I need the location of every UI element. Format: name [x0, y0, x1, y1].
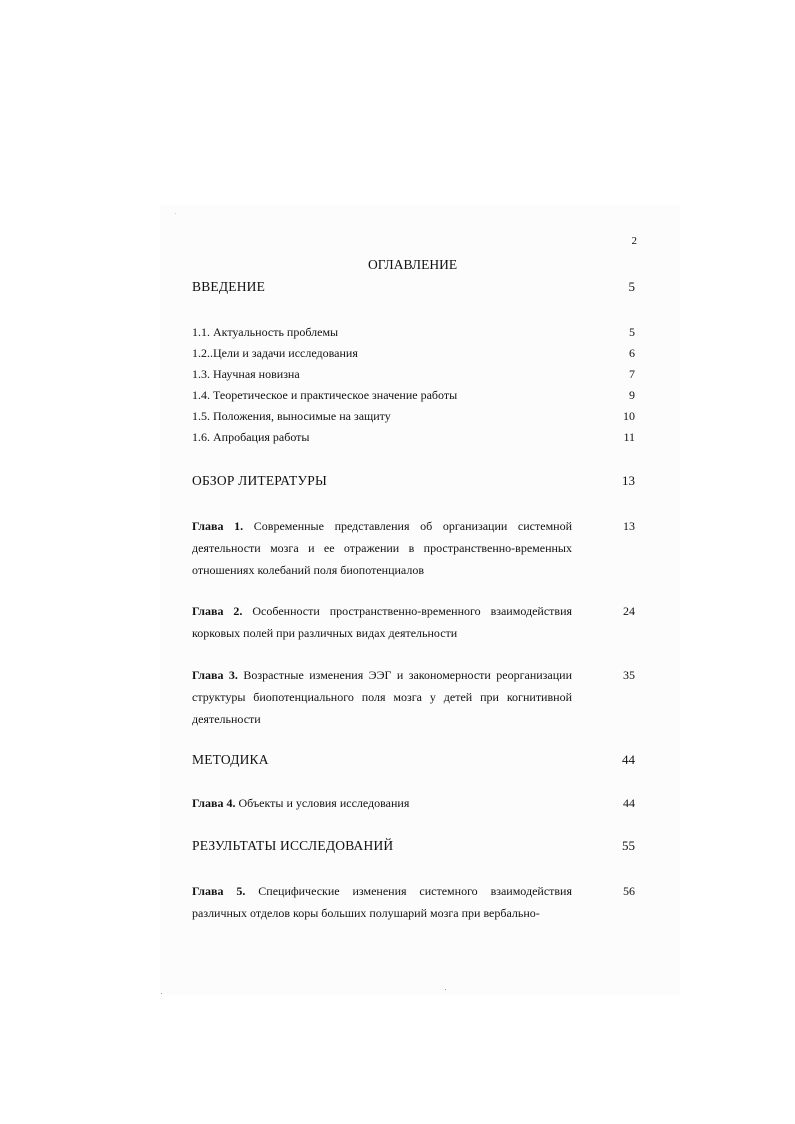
toc-page: 35: [623, 668, 635, 682]
toc-item: 1.4. Теоретическое и практическое значение работы: [192, 388, 458, 402]
toc-page: 56: [623, 884, 635, 898]
toc-item: 1.3. Научная новизна: [192, 367, 300, 381]
toc-chapter: [192, 600, 572, 644]
chapter-title: Объекты и условия исследования: [238, 796, 410, 810]
toc-page: 6: [629, 346, 635, 360]
toc-page: 24: [623, 604, 635, 618]
chapter-label: Глава 4.: [192, 796, 236, 810]
chapter-label: Глава 1.: [192, 519, 244, 533]
toc-page: 11: [623, 430, 635, 444]
toc-chapter: [192, 796, 409, 811]
toc-page: 5: [628, 279, 635, 294]
chapter-title: Возрастные изменения ЭЭГ и закономерности реорганизации структуры биопотенциального поля мозга у детей при когнитивной деятельности: [192, 668, 572, 726]
toc-page: 13: [623, 519, 635, 533]
chapter-title: Специфические изменения системного взаимодействия различных отделов коры больших полушарий мозга при вербально-: [192, 884, 572, 920]
toc-chapter: [192, 515, 572, 581]
toc-section-review: ОБЗОР ЛИТЕРАТУРЫ: [192, 473, 327, 488]
chapter-title: Современные представления об организации системной деятельности мозга и ее отражении в пространственно-временных отношениях колебаний поля биопотенциалов: [192, 519, 573, 577]
chapter-label: Глава 5.: [192, 884, 246, 898]
toc-page: 44: [623, 796, 635, 810]
toc-item: 1.1. Актуальность проблемы: [192, 325, 339, 339]
toc-title: ОГЛАВЛЕНИЕ: [368, 257, 458, 272]
toc-page: 7: [629, 367, 635, 381]
toc-chapter: [192, 880, 572, 924]
toc-section-results: РЕЗУЛЬТАТЫ ИССЛЕДОВАНИЙ: [192, 838, 394, 853]
toc-page: 13: [622, 473, 635, 488]
scan-speck: [445, 989, 446, 990]
toc-item: 1.6. Апробация работы: [192, 430, 310, 444]
toc-chapter: [192, 664, 572, 730]
toc-page: 44: [622, 752, 635, 767]
toc-page: 10: [623, 409, 635, 423]
toc-page: 55: [622, 838, 635, 853]
chapter-label: Глава 2.: [192, 604, 243, 618]
toc-section-methods: МЕТОДИКА: [192, 752, 269, 767]
scan-speck: [175, 213, 176, 214]
page-number: 2: [631, 235, 637, 247]
toc-item: 1.5. Положения, выносимые на защиту: [192, 409, 391, 423]
toc-page: 9: [629, 388, 635, 402]
chapter-label: Глава 3.: [192, 668, 238, 682]
scan-speck: [161, 993, 162, 994]
toc-item: 1.2..Цели и задачи исследования: [192, 346, 358, 360]
toc-page: 5: [629, 325, 635, 339]
chapter-title: Особенности пространственно-временного взаимодействия корковых полей при различных видах деятельности: [192, 604, 573, 640]
toc-section-intro: ВВЕДЕНИЕ: [192, 279, 266, 294]
